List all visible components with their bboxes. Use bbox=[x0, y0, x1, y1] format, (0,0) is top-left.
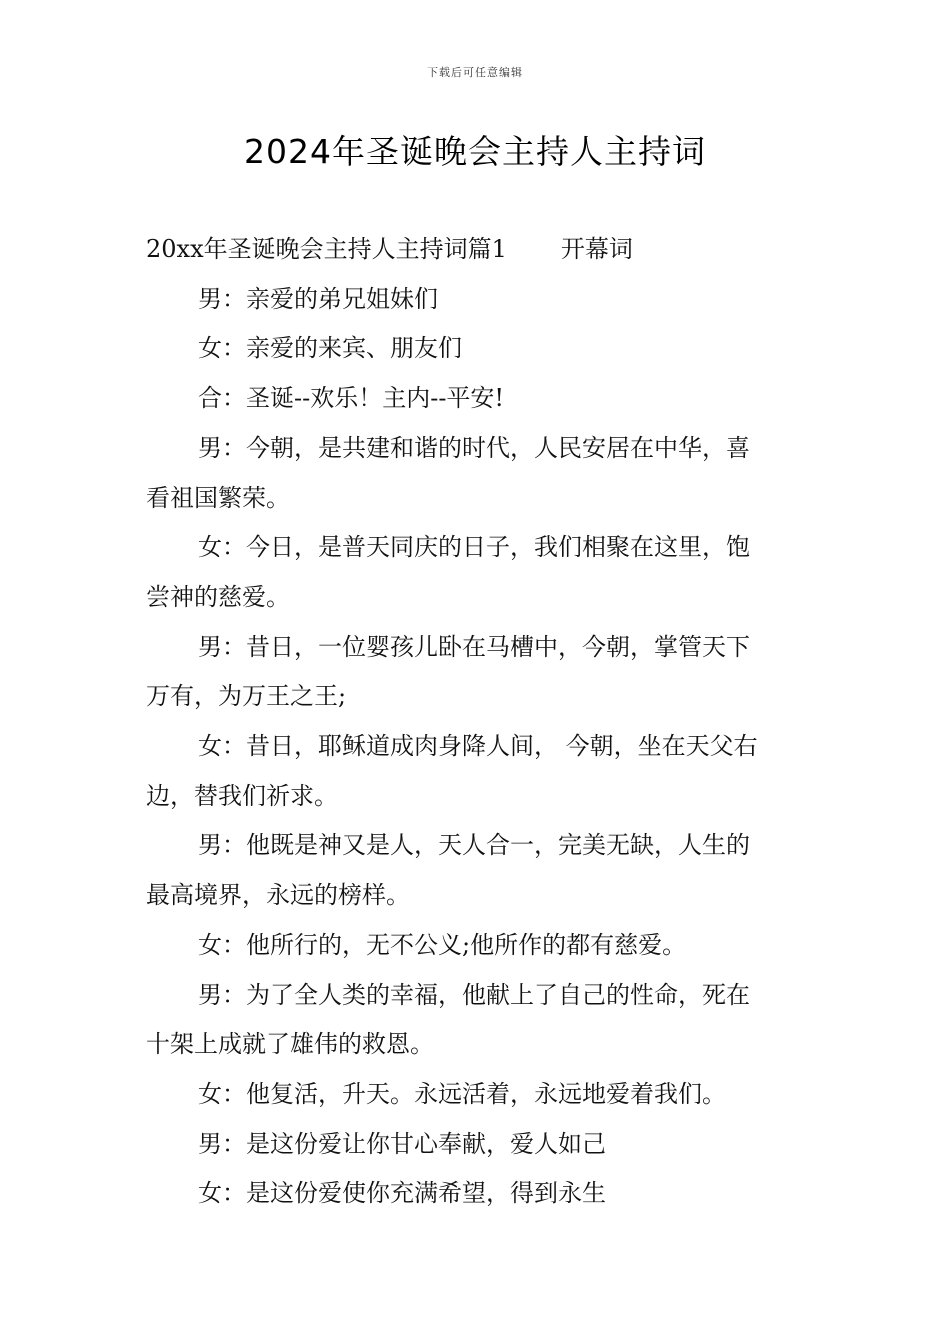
dialogue-line: 男：他既是神又是人，天人合一，完美无缺，人生的 bbox=[198, 831, 750, 860]
dialogue-line: 女：是这份爱使你充满希望，得到永生 bbox=[198, 1179, 606, 1208]
document-title: 2024年圣诞晚会主持人主持词 bbox=[244, 132, 706, 171]
dialogue-line-continued: 尝神的慈爱。 bbox=[146, 582, 290, 611]
dialogue-line: 合：圣诞--欢乐！主内--平安! bbox=[198, 384, 505, 413]
dialogue-line-continued: 看祖国繁荣。 bbox=[146, 483, 290, 512]
dialogue-line: 男：亲爱的弟兄姐妹们 bbox=[198, 284, 438, 313]
dialogue-line-continued: 十架上成就了雄伟的救恩。 bbox=[146, 1030, 434, 1059]
dialogue-line: 女：昔日，耶稣道成肉身降人间， 今朝，坐在天父右 bbox=[198, 732, 758, 761]
dialogue-line: 女：他所行的，无不公义;他所作的都有慈爱。 bbox=[198, 930, 687, 959]
section-heading-line bbox=[146, 225, 806, 275]
section-heading: 20xx年圣诞晚会主持人主持词篇1 bbox=[146, 235, 507, 263]
dialogue-line: 女：亲爱的来宾、朋友们 bbox=[198, 334, 462, 363]
section-subheading: 开幕词 bbox=[560, 235, 633, 263]
dialogue-line: 男：是这份爱让你甘心奉献，爱人如己 bbox=[198, 1129, 606, 1158]
document-body bbox=[146, 225, 806, 1219]
dialogue-line-continued: 边，替我们祈求。 bbox=[146, 781, 338, 810]
dialogue-line: 男：昔日，一位婴孩儿卧在马槽中，今朝，掌管天下 bbox=[198, 632, 750, 661]
page-header-note: 下载后可任意编辑 bbox=[427, 66, 523, 79]
dialogue-line-continued: 万有，为万王之王; bbox=[146, 682, 347, 711]
dialogue-line-continued: 最高境界，永远的榜样。 bbox=[146, 881, 410, 910]
dialogue-line: 男：为了全人类的幸福，他献上了自己的性命，死在 bbox=[198, 980, 750, 1009]
dialogue-line: 女：今日，是普天同庆的日子，我们相聚在这里，饱 bbox=[198, 533, 750, 562]
dialogue-line: 女：他复活，升天。永远活着，永远地爱着我们。 bbox=[198, 1079, 726, 1108]
dialogue-line: 男：今朝，是共建和谐的时代，人民安居在中华，喜 bbox=[198, 433, 750, 462]
